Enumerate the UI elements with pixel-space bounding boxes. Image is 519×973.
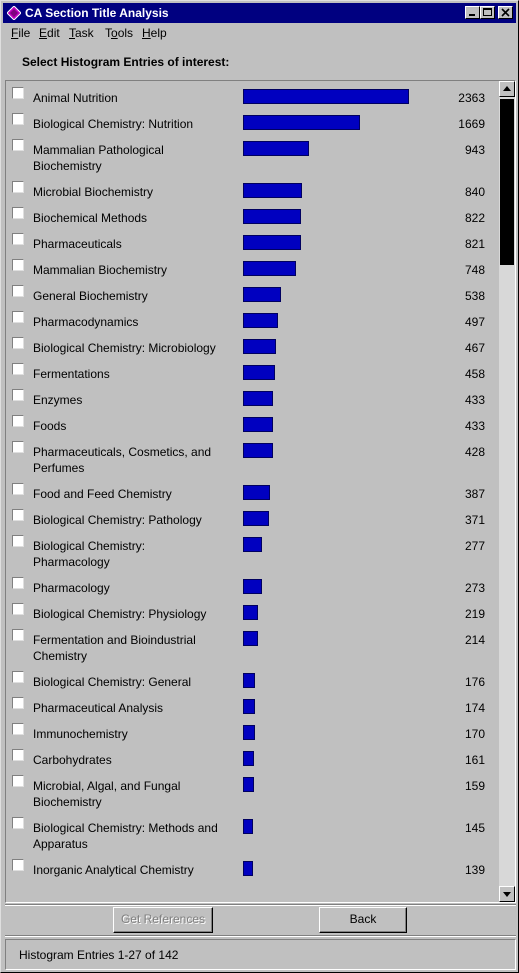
- histogram-row: [6, 853, 496, 879]
- entry-checkbox[interactable]: [12, 749, 24, 761]
- entry-count: 145: [464, 821, 485, 835]
- entry-label: Pharmacodynamics: [33, 315, 139, 329]
- entry-checkbox[interactable]: [12, 87, 24, 99]
- entry-checkbox[interactable]: [12, 207, 24, 219]
- entry-count: 219: [464, 607, 485, 621]
- entry-checkbox[interactable]: [12, 181, 24, 193]
- entry-count: 428: [464, 445, 485, 459]
- entry-checkbox[interactable]: [12, 775, 24, 787]
- entry-label: Biological Chemistry: Physiology: [33, 607, 207, 621]
- histogram-row: [6, 571, 496, 597]
- histogram-bar: [243, 631, 258, 646]
- histogram-bar: [243, 725, 255, 740]
- histogram-bar: [243, 391, 273, 406]
- histogram-bar: [243, 861, 253, 876]
- entry-count: 433: [464, 419, 485, 433]
- histogram-row: [6, 717, 496, 743]
- histogram-row: [6, 435, 496, 477]
- entry-label: Mammalian Pathological Biochemistry: [33, 143, 164, 173]
- entry-count: 277: [464, 539, 485, 553]
- entry-count: 214: [464, 633, 485, 647]
- histogram-bar: [243, 605, 258, 620]
- entry-label: Enzymes: [33, 393, 83, 407]
- histogram-row: [6, 107, 496, 133]
- app-icon: [7, 6, 21, 20]
- entry-checkbox[interactable]: [12, 113, 24, 125]
- histogram-row: [6, 623, 496, 665]
- entry-count: 176: [464, 675, 485, 689]
- entry-checkbox[interactable]: [12, 671, 24, 683]
- entry-label: Biological Chemistry: Pharmacology: [33, 539, 146, 569]
- entry-checkbox[interactable]: [12, 139, 24, 151]
- histogram-bar: [243, 235, 301, 250]
- histogram-row: [6, 331, 496, 357]
- close-button[interactable]: [498, 6, 513, 19]
- entry-label: Biochemical Methods: [33, 211, 148, 225]
- histogram-row: [6, 409, 496, 435]
- entry-count: 1669: [458, 117, 485, 131]
- entry-checkbox[interactable]: [12, 233, 24, 245]
- entry-label: Food and Feed Chemistry: [33, 487, 172, 501]
- divider: [5, 904, 516, 906]
- histogram-bar: [243, 777, 254, 792]
- status-text: Histogram Entries 1-27 of 142: [19, 948, 179, 962]
- entry-label: Pharmaceutical Analysis: [33, 701, 164, 715]
- histogram-bar: [243, 115, 360, 130]
- histogram-bar: [243, 511, 269, 526]
- scroll-down-button[interactable]: [499, 886, 515, 902]
- entry-label: Fermentations: [33, 367, 110, 381]
- arrow-up-icon: [500, 82, 514, 96]
- histogram-row: [6, 503, 496, 529]
- entry-count: 174: [464, 701, 485, 715]
- entry-checkbox[interactable]: [12, 259, 24, 271]
- entry-label: Biological Chemistry: Pathology: [33, 513, 202, 527]
- entry-label: Mammalian Biochemistry: [33, 263, 168, 277]
- entry-checkbox[interactable]: [12, 415, 24, 427]
- menu-help[interactable]: Help: [142, 26, 167, 40]
- entry-label: Immunochemistry: [33, 727, 128, 741]
- histogram-bar: [243, 417, 273, 432]
- entry-label: Microbial, Algal, and Fungal Biochemistry: [33, 779, 181, 809]
- menu-edit[interactable]: Edit: [39, 26, 60, 40]
- histogram-row: [6, 357, 496, 383]
- histogram-bar: [243, 819, 253, 834]
- scroll-up-button[interactable]: [499, 81, 515, 97]
- histogram-row: [6, 743, 496, 769]
- menu-bar: [3, 24, 516, 42]
- entry-checkbox[interactable]: [12, 285, 24, 297]
- histogram-row: [6, 665, 496, 691]
- entry-checkbox[interactable]: [12, 697, 24, 709]
- status-bar: [5, 939, 516, 970]
- histogram-row: [6, 279, 496, 305]
- histogram-bar: [243, 141, 309, 156]
- entry-label: Inorganic Analytical Chemistry: [33, 863, 194, 877]
- histogram-row: [6, 227, 496, 253]
- back-button[interactable]: Back: [319, 907, 407, 933]
- vertical-scrollbar[interactable]: [499, 81, 515, 902]
- entry-label: Pharmacology: [33, 581, 110, 595]
- entry-label: Animal Nutrition: [33, 91, 118, 105]
- entry-count: 161: [464, 753, 485, 767]
- histogram-row: [6, 597, 496, 623]
- histogram-bar: [243, 537, 262, 552]
- histogram-row: [6, 133, 496, 175]
- entry-checkbox[interactable]: [12, 535, 24, 547]
- page-heading: Select Histogram Entries of interest:: [22, 55, 230, 69]
- entry-checkbox[interactable]: [12, 311, 24, 323]
- arrow-down-icon: [500, 887, 514, 901]
- histogram-row: [6, 769, 496, 811]
- menu-file[interactable]: File: [11, 26, 31, 40]
- histogram-bar: [243, 365, 275, 380]
- entry-checkbox[interactable]: [12, 603, 24, 615]
- histogram-bar: [243, 313, 278, 328]
- entry-label: Biological Chemistry: Methods and Apparatus: [33, 821, 218, 851]
- entry-checkbox[interactable]: [12, 817, 24, 829]
- entry-checkbox[interactable]: [12, 389, 24, 401]
- entry-count: 467: [464, 341, 485, 355]
- maximize-icon: [481, 7, 494, 18]
- histogram-row: [6, 691, 496, 717]
- entry-checkbox[interactable]: [12, 629, 24, 641]
- entry-count: 273: [464, 581, 485, 595]
- histogram-bar: [243, 485, 270, 500]
- entry-label: Biological Chemistry: Nutrition: [33, 117, 194, 131]
- histogram-row: [6, 175, 496, 201]
- entry-label: Biological Chemistry: General: [33, 675, 192, 689]
- title-bar[interactable]: [3, 3, 516, 23]
- get-references-button[interactable]: Get References: [113, 907, 213, 933]
- entry-label: Pharmaceuticals: [33, 237, 122, 251]
- histogram-bar: [243, 673, 255, 688]
- entry-count: 371: [464, 513, 485, 527]
- histogram-bar: [243, 287, 281, 302]
- scrollbar-thumb[interactable]: [500, 99, 514, 265]
- entry-checkbox[interactable]: [12, 859, 24, 871]
- menu-task[interactable]: Task: [69, 26, 94, 40]
- entry-checkbox[interactable]: [12, 363, 24, 375]
- entry-count: 387: [464, 487, 485, 501]
- entry-label: Biological Chemistry: Microbiology: [33, 341, 216, 355]
- entry-count: 748: [464, 263, 485, 277]
- histogram-bar: [243, 209, 301, 224]
- histogram-bar: [243, 699, 255, 714]
- histogram-bar: [243, 443, 273, 458]
- histogram-row: [6, 477, 496, 503]
- entry-checkbox[interactable]: [12, 577, 24, 589]
- divider: [5, 935, 516, 937]
- entry-label: Carbohydrates: [33, 753, 112, 767]
- entry-count: 497: [464, 315, 485, 329]
- entry-label: General Biochemistry: [33, 289, 148, 303]
- histogram-row: [6, 811, 496, 853]
- entry-checkbox[interactable]: [12, 509, 24, 521]
- close-icon: [499, 7, 512, 18]
- entry-count: 2363: [458, 91, 485, 105]
- histogram-row: [6, 383, 496, 409]
- minimize-button[interactable]: [465, 6, 480, 19]
- maximize-button[interactable]: [480, 6, 495, 19]
- histogram-row: [6, 305, 496, 331]
- entry-checkbox[interactable]: [12, 337, 24, 349]
- window-title: CA Section Title Analysis: [25, 6, 169, 20]
- entry-count: 840: [464, 185, 485, 199]
- histogram-bar: [243, 89, 409, 104]
- menu-tools[interactable]: Tools: [105, 26, 134, 40]
- entry-checkbox[interactable]: [12, 441, 24, 453]
- entry-count: 433: [464, 393, 485, 407]
- entry-count: 822: [464, 211, 485, 225]
- entry-checkbox[interactable]: [12, 483, 24, 495]
- histogram-row: [6, 201, 496, 227]
- histogram-bar: [243, 751, 254, 766]
- histogram-bar: [243, 339, 276, 354]
- histogram-row: [6, 81, 496, 107]
- histogram-bar: [243, 261, 296, 276]
- entry-checkbox[interactable]: [12, 723, 24, 735]
- entry-count: 458: [464, 367, 485, 381]
- entry-count: 538: [464, 289, 485, 303]
- histogram-bar: [243, 183, 302, 198]
- histogram-list: [5, 80, 516, 903]
- histogram-row: [6, 253, 496, 279]
- entry-count: 943: [464, 143, 485, 157]
- entry-label: Microbial Biochemistry: [33, 185, 154, 199]
- entry-count: 821: [464, 237, 485, 251]
- histogram-row: [6, 529, 496, 571]
- entry-label: Fermentation and Bioindustrial Chemistry: [33, 633, 196, 663]
- entry-label: Pharmaceuticals, Cosmetics, and Perfumes: [33, 445, 212, 475]
- entry-count: 159: [464, 779, 485, 793]
- minimize-icon: [466, 7, 479, 18]
- entry-label: Foods: [33, 419, 67, 433]
- entry-count: 139: [464, 863, 485, 877]
- histogram-bar: [243, 579, 262, 594]
- entry-count: 170: [464, 727, 485, 741]
